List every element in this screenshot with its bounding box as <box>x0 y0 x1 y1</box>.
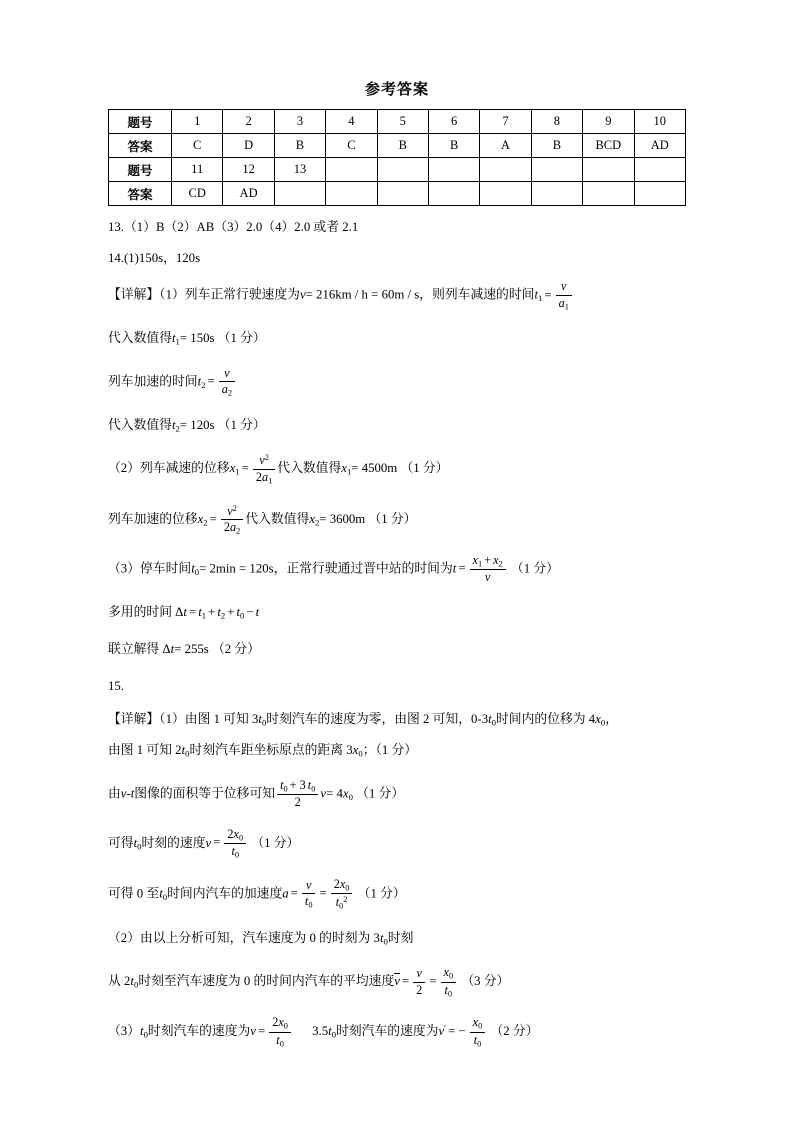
table-cell: B <box>377 134 428 158</box>
denominator-t-sub: 0 <box>477 1039 482 1049</box>
table-cell <box>274 182 325 206</box>
answer-q14-p7 <box>108 554 686 585</box>
score-note: （1 分） <box>356 785 405 800</box>
symbol-t0: t <box>140 1024 144 1039</box>
table-cell: 3 <box>274 110 325 134</box>
fraction-denominator <box>224 844 246 860</box>
answer-q15-p1 <box>108 709 686 729</box>
fraction-numerator <box>470 1016 486 1033</box>
symbol-t0-sub: 0 <box>331 1029 337 1040</box>
denominator-t-sub: 0 <box>308 900 313 910</box>
symbol-t0-sub: 0 <box>491 717 496 727</box>
score-note: （2 分） <box>490 1024 539 1039</box>
detail-label: 【详解】 <box>108 710 160 726</box>
fraction-denominator <box>302 894 316 910</box>
fraction-numerator <box>470 554 506 571</box>
symbol-t0: t <box>191 561 195 576</box>
numerator-x: x <box>233 826 239 841</box>
denominator-symbol: a <box>229 520 237 535</box>
q14-p8-a: 多用的时间 Δ <box>108 604 184 619</box>
table-cell: 12 <box>223 158 274 182</box>
minus-sign: − <box>246 604 254 619</box>
equals-sign: = <box>544 287 552 302</box>
q15-p1-d: ， <box>605 711 619 726</box>
symbol-t: t <box>171 331 176 346</box>
table-cell: B <box>274 134 325 158</box>
denominator-t-sub: 0 <box>234 850 240 860</box>
table-cell: C <box>172 134 223 158</box>
table-cell <box>377 182 428 206</box>
row-header: 题号 <box>109 158 172 182</box>
equals-sign: = <box>290 886 298 901</box>
equals-sign: = <box>213 835 221 850</box>
symbol-t0: t <box>236 604 241 619</box>
q15-p1-a: （1）由图 1 可知 3 <box>159 711 259 726</box>
fraction-2x0-over-t0 <box>269 1016 291 1048</box>
fraction-denominator: v <box>484 570 491 585</box>
denominator-sub: 1 <box>564 302 569 312</box>
table-cell <box>531 182 582 206</box>
q14-p7-val: = 2min = 120s <box>199 561 274 576</box>
table-cell <box>428 158 479 182</box>
table-cell: 10 <box>634 110 685 134</box>
score-note: （1 分） <box>357 886 406 901</box>
symbol-t0: t <box>379 930 384 945</box>
answer-q15-p2 <box>108 741 686 760</box>
row-header: 答案 <box>109 134 172 158</box>
table-cell <box>634 158 685 182</box>
fraction-denominator: 2 <box>416 982 423 997</box>
q15-p7-b: 时刻至汽车速度为 0 的时间内汽车的平均速度 <box>138 974 395 989</box>
table-cell: A <box>480 134 531 158</box>
table-cell: 9 <box>583 110 634 134</box>
answer-q14-p2 <box>108 329 686 348</box>
numerator-x1: x <box>472 552 478 567</box>
denominator-exponent: 2 <box>343 895 348 905</box>
numerator-x1-sub: 1 <box>478 559 483 569</box>
symbol-x0-sub: 0 <box>600 717 606 727</box>
table-cell <box>634 182 685 206</box>
symbol-x0-sub: 0 <box>358 748 363 759</box>
q15-p8-c: 3.5 <box>312 1024 329 1039</box>
table-cell: 7 <box>480 110 531 134</box>
fraction-numerator: v <box>219 367 235 383</box>
q14-p6-a: 列车加速的位移 <box>108 511 198 526</box>
symbol-t0-sub: 0 <box>162 891 168 902</box>
fraction-2x0-over-t0 <box>224 828 246 860</box>
q14-p7-a: （3）停车时间 <box>108 561 192 576</box>
numerator-x2: x <box>493 552 499 567</box>
plus-sign: + <box>484 552 492 567</box>
answer-q14-p1 <box>108 280 686 311</box>
symbol-x1-sub: 1 <box>346 466 352 477</box>
fraction-denominator: 2 <box>294 795 301 810</box>
table-row <box>109 158 686 182</box>
fraction-t0plus3t0-over-2 <box>277 779 318 810</box>
denominator-t-sub: 0 <box>339 901 344 911</box>
table-cell: C <box>326 134 377 158</box>
equals-sign: = − <box>448 1024 466 1039</box>
table-cell: 8 <box>531 110 582 134</box>
symbol-t2-sub: 2 <box>201 379 206 390</box>
denominator-t: t <box>444 982 448 997</box>
symbol-t0: t <box>159 886 163 901</box>
symbol-t0: t <box>133 835 138 850</box>
denominator-symbol: a <box>221 382 228 397</box>
numerator-x-sub: 0 <box>238 832 244 842</box>
q15-head-text: 15. <box>108 679 124 694</box>
symbol-v-average: v <box>394 974 400 989</box>
table-cell: B <box>428 134 479 158</box>
table-cell: 2 <box>223 110 274 134</box>
q14-p6-val: = 3600m <box>319 511 366 526</box>
plus-sign: + 3 <box>289 777 306 792</box>
symbol-t2-sub: 2 <box>175 423 180 434</box>
denominator-coef: 2 <box>255 470 262 485</box>
fraction-denominator <box>219 382 235 398</box>
symbol-vt: v-t <box>120 785 135 800</box>
symbol-t0: t <box>258 711 262 726</box>
score-note: （1 分） <box>510 561 559 576</box>
denominator-t: t <box>304 894 309 909</box>
table-row <box>109 110 686 134</box>
fraction-denominator <box>470 1033 486 1049</box>
symbol-t0-sub: 0 <box>383 936 388 947</box>
q15-p4-a: 可得 <box>108 835 134 850</box>
denominator-t-sub: 0 <box>279 1039 284 1049</box>
table-cell <box>583 182 634 206</box>
numerator-x: x <box>278 1015 284 1030</box>
score-note: （2 分） <box>211 642 260 657</box>
table-cell: CD <box>172 182 223 206</box>
q15-p7-a: 从 2 <box>108 974 131 989</box>
q14-head-text: 14.(1)150s，120s <box>108 251 201 266</box>
numerator-symbol: v <box>227 503 233 518</box>
answer-q15-p8 <box>108 1016 686 1048</box>
equals-sign: = <box>188 604 197 619</box>
row-header: 答案 <box>109 182 172 206</box>
equals-sign: = <box>257 1024 266 1039</box>
score-note: （1 分） <box>217 417 266 432</box>
symbol-t0-sub: 0 <box>240 610 245 621</box>
table-cell: 6 <box>428 110 479 134</box>
symbol-t0-sub: 0 <box>137 840 142 851</box>
fraction-denominator <box>253 470 275 486</box>
q15-p2-a: 由图 1 可知 2 <box>108 743 182 758</box>
q15-p3-b: 图像的面积等于位移可知 <box>134 785 276 800</box>
symbol-x2-sub: 2 <box>203 516 208 527</box>
table-cell <box>377 158 428 182</box>
table-cell <box>326 182 377 206</box>
symbol-t2: t <box>171 417 176 432</box>
answer-q14-p6 <box>108 504 686 536</box>
symbol-t0-sub: 0 <box>194 566 200 577</box>
symbol-v: v <box>320 785 327 800</box>
answer-q14-head <box>108 249 686 268</box>
symbol-x2: x <box>309 511 315 526</box>
equals-sign: = <box>209 511 217 526</box>
table-cell: 11 <box>172 158 223 182</box>
q14-p1-b: ，则列车减速的时间 <box>419 287 535 302</box>
symbol-x2-sub: 2 <box>314 516 320 527</box>
q15-p5-a: 可得 0 至 <box>108 886 160 901</box>
fraction-v2-over-2a1 <box>253 453 275 485</box>
table-row <box>109 182 686 206</box>
numerator-x: x <box>443 965 449 980</box>
numerator-exponent: 2 <box>264 453 269 463</box>
symbol-t-sub: 1 <box>538 293 543 304</box>
fraction-denominator <box>441 983 457 999</box>
symbol-delta-t: t <box>170 642 175 657</box>
q14-p2-a: 代入数值得 <box>108 331 172 346</box>
symbol-v-prime: v <box>438 1024 445 1039</box>
table-cell: AD <box>634 134 685 158</box>
q15-p6-a: （2）由以上分析可知，汽车速度为 0 的时刻为 3 <box>108 930 380 945</box>
table-cell: B <box>531 134 582 158</box>
numerator-symbol: v <box>259 453 265 468</box>
q13-text: 13.（1）B（2）AB（3）2.0（4）2.0 或者 2.1 <box>108 220 359 234</box>
symbol-t0-sub: 0 <box>133 979 139 990</box>
q15-p8-d: 时刻汽车的速度为 <box>336 1024 439 1039</box>
denominator-coef: 2 <box>223 520 230 535</box>
denominator-t-sub: 0 <box>447 989 453 999</box>
denominator-t: t <box>473 1032 478 1047</box>
denominator-t: t <box>276 1032 280 1047</box>
table-cell: D <box>223 134 274 158</box>
denominator-symbol: a <box>261 470 269 485</box>
answer-q14-p8 <box>108 603 686 622</box>
table-cell: 4 <box>326 110 377 134</box>
numerator-x: x <box>472 1015 479 1030</box>
symbol-t0-sub: 0 <box>143 1029 148 1040</box>
fraction-denominator <box>331 894 353 911</box>
detail-label: 【详解】 <box>108 286 160 302</box>
fraction-v-over-a2 <box>219 367 235 398</box>
q14-p4-a: 代入数值得 <box>108 417 172 432</box>
plus-sign: + <box>208 604 216 619</box>
table-cell <box>583 158 634 182</box>
numerator-coef: 2 <box>227 826 234 841</box>
table-cell: 1 <box>172 110 223 134</box>
q14-p4-val: = 120s <box>179 417 215 432</box>
fraction-v-over-t0 <box>302 879 316 910</box>
symbol-t1-sub: 1 <box>201 610 207 621</box>
page-title: 参考答案 <box>364 81 429 98</box>
table-cell <box>326 158 377 182</box>
q14-p5-val: = 4500m <box>351 461 398 476</box>
q14-p6-b: 代入数值得 <box>245 511 310 526</box>
fraction-numerator: v <box>413 967 425 983</box>
symbol-x1: x <box>229 461 236 476</box>
equals-sign: = <box>401 974 410 989</box>
answer-q15-p4 <box>108 828 686 860</box>
table-cell <box>480 158 531 182</box>
fraction-numerator <box>221 504 243 521</box>
equals-sign: = <box>429 974 437 989</box>
symbol-a: a <box>282 886 289 901</box>
symbol-t2-sub: 2 <box>220 610 226 621</box>
symbol-t0: t <box>130 974 134 989</box>
answer-q14-p4 <box>108 416 686 435</box>
symbol-t2: t <box>197 374 202 389</box>
symbol-x0: x <box>595 711 601 726</box>
fraction-x1plusx2-over-v <box>470 554 506 585</box>
numerator-x-sub: 0 <box>448 971 454 981</box>
row-header: 题号 <box>109 110 172 134</box>
symbol-v: v <box>250 1024 256 1039</box>
table-cell: 5 <box>377 110 428 134</box>
table-cell: BCD <box>583 134 634 158</box>
q15-p6-b: 时刻 <box>387 930 414 945</box>
numerator-x-sub: 0 <box>345 882 350 892</box>
fraction-numerator <box>331 878 353 895</box>
numerator-x: x <box>339 876 346 891</box>
equals-sign: = <box>458 561 466 576</box>
symbol-t2: t <box>217 604 221 619</box>
q15-p2-b: 时刻汽车距坐标原点的距离 3 <box>189 743 353 758</box>
symbol-t0: t <box>181 743 186 758</box>
fraction-numerator <box>253 453 275 470</box>
numerator-exponent: 2 <box>232 503 237 513</box>
numerator-t0b: t <box>307 777 312 792</box>
symbol-v: v <box>205 835 212 850</box>
table-row <box>109 134 686 158</box>
symbol-v: v <box>299 287 306 302</box>
q15-p3-eq: = 4 <box>326 785 343 800</box>
denominator-symbol: a <box>558 295 565 310</box>
fraction-v2-over-2a2 <box>221 504 243 536</box>
fraction-numerator: v <box>556 280 572 296</box>
symbol-t0: t <box>488 711 492 726</box>
q14-p9-val: = 255s <box>174 642 209 657</box>
numerator-coef: 2 <box>272 1015 279 1030</box>
numerator-x-sub: 0 <box>283 1021 288 1031</box>
numerator-coef: 2 <box>333 876 340 891</box>
fraction-numerator <box>441 966 457 983</box>
symbol-t1: t <box>198 604 202 619</box>
q15-p8-a: （3） <box>108 1024 140 1039</box>
equals-sign: = <box>319 886 327 901</box>
symbol-t-sub: 1 <box>175 336 180 347</box>
fraction-denominator <box>221 520 243 536</box>
numerator-x2-sub: 2 <box>498 559 503 569</box>
symbol-t0-sub: 0 <box>185 748 190 759</box>
table-cell: 13 <box>274 158 325 182</box>
q14-p5-b: 代入数值得 <box>277 461 342 476</box>
table-cell <box>428 182 479 206</box>
equals-sign: = <box>207 374 215 389</box>
q15-p5-b: 时间内汽车的加速度 <box>167 886 283 901</box>
symbol-t: t <box>534 287 538 302</box>
fraction-numerator <box>224 828 246 845</box>
denominator-t: t <box>231 844 235 859</box>
numerator-t0-sub: 0 <box>283 783 288 793</box>
prime-mark: ′ <box>444 1022 447 1033</box>
q14-p7-b: ，正常行驶通过晋中站的时间为 <box>273 561 453 576</box>
symbol-t0: t <box>328 1024 332 1039</box>
answer-q14-p5 <box>108 453 686 485</box>
fraction-v-over-2 <box>413 967 425 997</box>
symbol-x2: x <box>197 511 204 526</box>
fraction-x0-over-t0 <box>441 966 457 998</box>
q15-p4-b: 时刻的速度 <box>141 835 206 850</box>
fraction-2x0-over-t0squared <box>331 878 353 911</box>
denominator-sub: 1 <box>268 476 273 486</box>
score-note: （3 分） <box>461 974 510 989</box>
fraction-denominator <box>556 296 572 312</box>
symbol-x0: x <box>352 743 359 758</box>
numerator-t0b-sub: 0 <box>311 783 316 793</box>
numerator-t0: t <box>280 777 284 792</box>
symbol-x0: x <box>342 785 349 800</box>
answer-table <box>108 109 686 206</box>
answer-q14-p3 <box>108 367 686 398</box>
answer-q15-p6 <box>108 929 686 948</box>
q14-p3-a: 列车加速的时间 <box>108 374 198 389</box>
score-note: （1 分） <box>251 835 300 850</box>
q15-p8-b: 时刻汽车的速度为 <box>147 1024 251 1039</box>
symbol-t: t <box>452 561 457 576</box>
q14-p5-a: （2）列车减速的位移 <box>108 461 230 476</box>
symbol-x0-sub: 0 <box>348 791 353 802</box>
q15-p1-b: 时刻汽车的速度为零，由图 2 可知，0-3 <box>266 711 489 726</box>
q14-p9-a: 联立解得 Δ <box>108 642 171 657</box>
symbol-delta-t: t <box>183 604 187 619</box>
symbol-x1-sub: 1 <box>235 466 240 477</box>
fraction-numerator: v <box>302 879 316 895</box>
q15-p3-a: 由 <box>108 785 121 800</box>
q15-p1-c: 时间内的位移为 4 <box>496 711 596 726</box>
answer-q15-p3 <box>108 779 686 810</box>
equals-sign: = <box>241 461 249 476</box>
q15-p2-c: ；（1 分） <box>362 743 418 758</box>
denominator-t: t <box>335 895 340 910</box>
q14-p1-a: （1）列车正常行驶速度为 <box>159 287 300 302</box>
answer-q15-p5 <box>108 878 686 911</box>
q14-p2-val: = 150s <box>179 331 215 346</box>
fraction-v-over-a1 <box>556 280 572 311</box>
answer-q14-p9 <box>108 640 686 659</box>
fraction-numerator <box>269 1016 291 1033</box>
fraction-denominator <box>269 1033 291 1049</box>
table-cell <box>531 158 582 182</box>
score-note: （1 分） <box>368 511 417 526</box>
denominator-sub: 2 <box>236 526 241 536</box>
fraction-numerator <box>277 779 318 796</box>
answer-q15-head <box>108 677 686 696</box>
score-note: （1 分） <box>217 331 266 346</box>
fraction-x0-over-t0 <box>470 1016 486 1048</box>
symbol-t0-sub: 0 <box>261 717 267 727</box>
answer-q15-p7 <box>108 966 686 998</box>
numerator-x-sub: 0 <box>478 1021 483 1031</box>
plus-sign: + <box>227 604 235 619</box>
symbol-t: t <box>255 604 260 619</box>
symbol-x1: x <box>341 461 347 476</box>
table-cell: AD <box>223 182 274 206</box>
score-note: （1 分） <box>400 461 449 476</box>
table-cell <box>480 182 531 206</box>
answer-q13 <box>108 218 686 237</box>
denominator-sub: 2 <box>227 388 233 398</box>
q14-p1-eq: = 216km / h = 60m / s <box>305 287 420 302</box>
